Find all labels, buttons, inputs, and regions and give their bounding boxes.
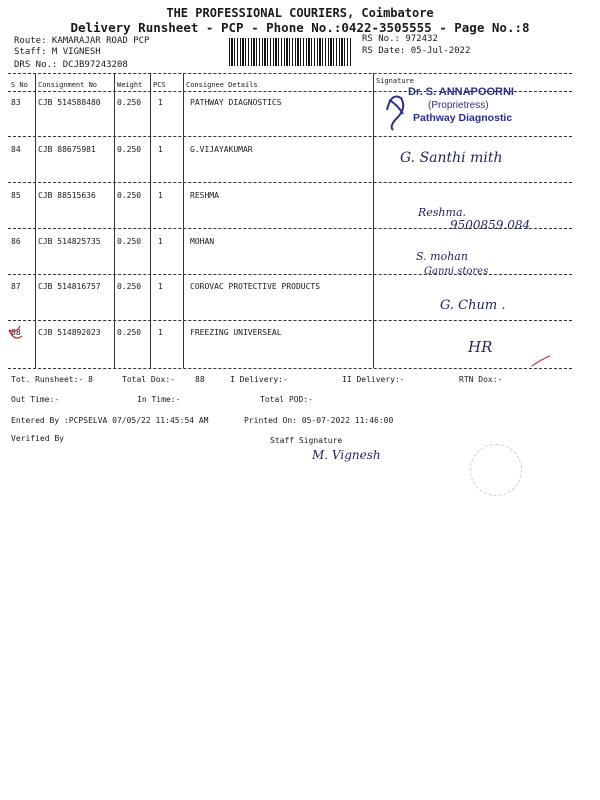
company-title: THE PROFESSIONAL COURIERS, Coimbatore — [166, 6, 434, 20]
row-divider — [8, 320, 572, 321]
cell-weight: 0.250 — [117, 282, 142, 291]
faint-seal — [470, 444, 522, 496]
cell-sno: 87 — [11, 282, 21, 291]
cell-consignment: CJB 514588480 — [38, 98, 101, 107]
cell-consignee: MOHAN — [190, 237, 215, 246]
ii-delivery: II Delivery:- — [342, 375, 405, 384]
col-header-signature: Signature — [376, 77, 414, 85]
column-line — [35, 73, 36, 368]
signature-row-86-line2: Ganni stores — [424, 266, 489, 277]
total-dox-label: Total Dox:- — [122, 375, 175, 384]
signature-row-85-phone: 9500859.084 — [450, 218, 531, 232]
col-header-sno: S No — [11, 81, 28, 89]
rs-number: RS No.: 972432 — [362, 34, 438, 44]
cell-consignment: CJB 514816757 — [38, 282, 101, 291]
cell-weight: 0.250 — [117, 191, 142, 200]
cell-sno: 86 — [11, 237, 21, 246]
cell-consignee: G.VIJAYAKUMAR — [190, 145, 253, 154]
cell-pcs: 1 — [158, 145, 163, 154]
stamp-org: Pathway Diagnostic — [413, 112, 513, 124]
cell-weight: 0.250 — [117, 237, 142, 246]
cell-consignment: CJB 88515636 — [38, 191, 96, 200]
signature-row-88: HR — [468, 338, 493, 356]
signature-row-84: G. Santhi mith — [400, 150, 503, 166]
cell-pcs: 1 — [158, 282, 163, 291]
entered-by: Entered By :PCPSELVA 07/05/22 11:45:54 AM — [11, 416, 209, 425]
col-header-pcs: PCS — [153, 81, 166, 89]
stamp-logo-icon — [383, 88, 409, 132]
column-line — [150, 73, 151, 368]
in-time: In Time:- — [137, 395, 181, 404]
table-top-rule — [8, 73, 572, 74]
cell-weight: 0.250 — [117, 98, 142, 107]
total-runsheet: Tot. Runsheet:- 8 — [11, 375, 93, 384]
rtn-dox: RTN Dox:- — [459, 375, 503, 384]
cell-pcs: 1 — [158, 98, 163, 107]
cell-weight: 0.250 — [117, 145, 142, 154]
cell-consignment: CJB 514892023 — [38, 328, 101, 337]
stamp-role: (Proprietress) — [428, 100, 489, 111]
table-bottom-rule — [8, 368, 572, 369]
cell-weight: 0.250 — [117, 328, 142, 337]
cell-consignee: RESHMA — [190, 191, 219, 200]
col-header-consignee: Consignee Details — [186, 81, 258, 89]
cell-consignment: CJB 514825735 — [38, 237, 101, 246]
stamp-name: Dr. S. ANNAPOORNI — [408, 86, 514, 98]
cell-consignee: COROVAC PROTECTIVE PRODUCTS — [190, 282, 321, 291]
verified-by: Verified By — [11, 434, 64, 443]
cell-consignment: CJB 88675981 — [38, 145, 96, 154]
check-mark-icon — [6, 322, 28, 344]
drs-number: DRS No.: DCJB97243208 — [14, 60, 128, 70]
total-pod: Total POD:- — [260, 395, 313, 404]
column-line — [373, 73, 374, 368]
staff-signature-label: Staff Signature — [270, 436, 343, 445]
cell-consignee: FREEZING UNIVERSEAL — [190, 328, 282, 337]
i-delivery: I Delivery:- — [230, 375, 288, 384]
cell-pcs: 1 — [158, 328, 163, 337]
rs-date: RS Date: 05-Jul-2022 — [362, 46, 471, 56]
signature-row-86-line1: S. mohan — [416, 250, 468, 263]
red-tick-icon — [530, 354, 552, 368]
total-dox-value: 88 — [195, 375, 205, 384]
pathway-stamp — [383, 84, 563, 140]
cell-sno: 84 — [11, 145, 21, 154]
cell-sno: 83 — [11, 98, 21, 107]
route-label: Route: KAMARAJAR ROAD PCP — [14, 36, 150, 46]
signature-row-87: G. Chum . — [440, 298, 506, 313]
column-line — [183, 73, 184, 368]
out-time: Out Time:- — [11, 395, 60, 404]
row-divider — [8, 182, 572, 183]
cell-pcs: 1 — [158, 237, 163, 246]
col-header-consignment: Consignment No — [38, 81, 98, 89]
cell-consignee: PATHWAY DIAGNOSTICS — [190, 98, 282, 107]
printed-on: Printed On: 05-07-2022 11:46:00 — [244, 416, 394, 425]
signature-row-85-name: Reshma. — [418, 206, 467, 219]
cell-sno: 88 — [11, 328, 21, 337]
cell-sno: 85 — [11, 191, 21, 200]
barcode — [229, 38, 351, 66]
runsheet-subtitle: Delivery Runsheet - PCP - Phone No.:0422-3505555 - Page No.:8 — [70, 20, 530, 35]
cell-pcs: 1 — [158, 191, 163, 200]
staff-label: Staff: M VIGNESH — [14, 47, 101, 57]
col-header-weight: Weight — [117, 81, 143, 89]
staff-signature: M. Vignesh — [312, 448, 381, 462]
column-line — [114, 73, 115, 368]
